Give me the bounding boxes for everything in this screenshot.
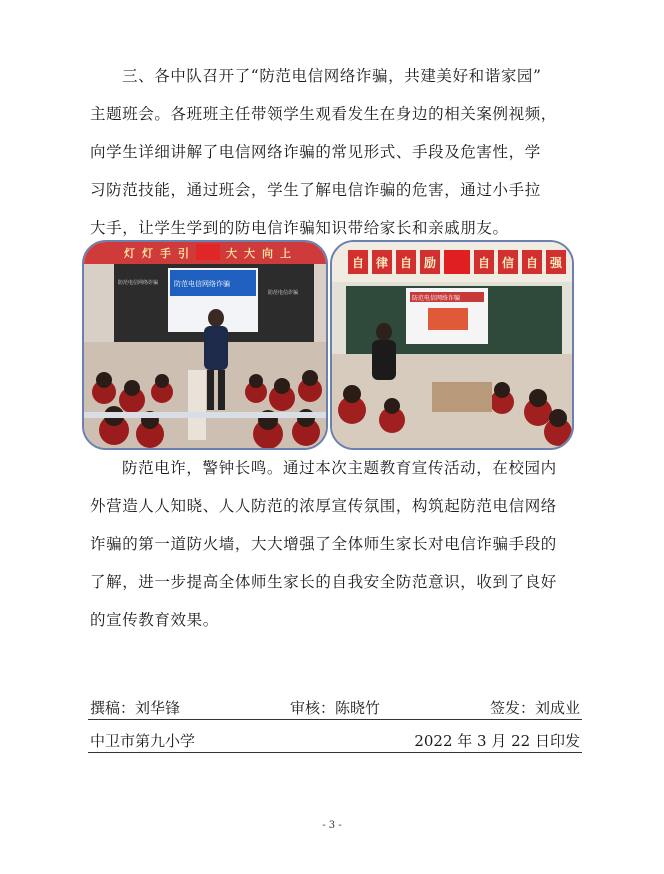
footer-divider — [88, 719, 582, 720]
paragraph-line: 诈骗的第一道防火墙，大大增强了全体师生家长对电信诈骗手段的 — [90, 535, 557, 553]
banner-char: 灯 — [142, 247, 153, 260]
paragraph-line: 大手，让学生学到的防电信诈骗知识带给家长和亲戚朋友。 — [90, 219, 509, 237]
banner-char: 励 — [424, 256, 437, 270]
banner-char: 自 — [478, 256, 491, 270]
issue-date: 2022 年 3 月 22 日印发 — [414, 732, 580, 750]
paragraph-class-meeting — [90, 57, 580, 247]
banner-char: 上 — [280, 247, 291, 260]
footer-issuance — [90, 730, 580, 751]
paragraph-line: 的宣传教育效果。 — [90, 611, 219, 629]
screen-title: 防范电信网络诈骗 — [412, 295, 461, 302]
paragraph-line: 三、各中队召开了“防范电信网络诈骗，共建美好和谐家园” — [122, 67, 542, 85]
banner-char: 自 — [352, 256, 365, 270]
banner-char: 律 — [376, 256, 389, 270]
banner-char: 自 — [526, 256, 539, 270]
page-number: - 3 - — [322, 820, 342, 831]
board-text: 防范电信诈骗 — [268, 290, 299, 296]
paragraph-line: 主题班会。各班班主任带领学生观看发生在身边的相关案例视频， — [90, 105, 557, 123]
paragraph-line: 向学生详细讲解了电信网络诈骗的常见形式、手段及危害性，学 — [90, 143, 541, 161]
banner-char: 大 — [244, 247, 255, 260]
board-text: 防范电信网络诈骗 — [118, 280, 159, 286]
issuer-label: 签发：刘成业 — [489, 699, 580, 717]
paragraph-conclusion — [90, 449, 580, 639]
banner-char: 强 — [550, 256, 563, 270]
school-name: 中卫市第九小学 — [90, 732, 196, 750]
banner-char: 向 — [262, 247, 273, 260]
banner-char: 灯 — [124, 247, 135, 260]
paragraph-line: 了解，进一步提高全体师生家长的自我安全防范意识，收到了良好 — [90, 573, 557, 591]
banner-char: 引 — [178, 247, 189, 260]
banner-char: 信 — [502, 256, 515, 270]
paragraph-line: 防范电诈，警钟长鸣。通过本次主题教育宣传活动，在校园内 — [122, 459, 557, 477]
reviewer-label: 审核：陈晓竹 — [289, 699, 380, 717]
drafter-label: 撰稿：刘华锋 — [90, 699, 181, 717]
banner-char: 自 — [400, 256, 413, 270]
footer-signatures — [90, 697, 580, 718]
classroom-photo-left — [82, 240, 328, 450]
paragraph-line: 习防范技能，通过班会，学生了解电信诈骗的危害，通过小手拉 — [90, 181, 541, 199]
paragraph-line: 外营造人人知晓、人人防范的浓厚宣传氛围，构筑起防范电信网络 — [90, 497, 557, 515]
banner-char: 手 — [160, 247, 171, 260]
footer-divider — [88, 752, 582, 753]
screen-title: 防范电信网络诈骗 — [174, 280, 230, 288]
banner-char: 大 — [226, 247, 237, 260]
classroom-photo-right — [330, 240, 574, 450]
